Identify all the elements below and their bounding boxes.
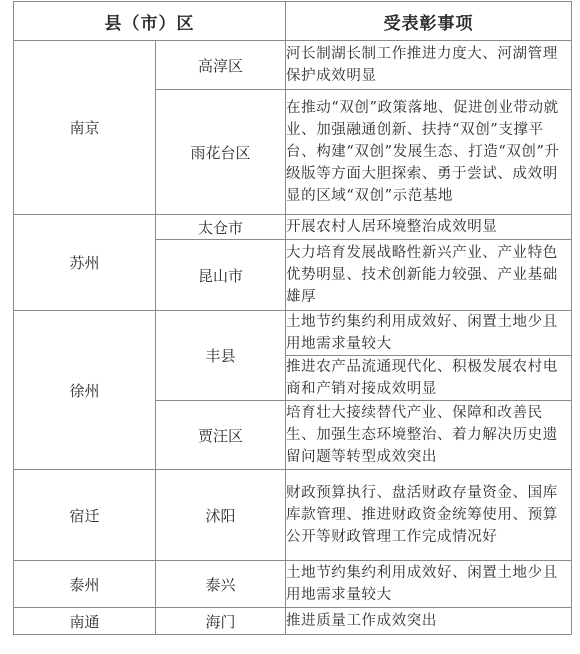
item-cell: 财政预算执行、盘活财政存量资金、国库库款管理、推进财政资金统筹使用、预算公开等财政管理工作完成情况好 bbox=[286, 470, 572, 561]
county-cell: 雨花台区 bbox=[156, 90, 286, 215]
item-cell: 推进农产品流通现代化、积极发展农村电商和产销对接成效明显 bbox=[286, 356, 572, 401]
item-header: 受表彰事项 bbox=[286, 2, 572, 41]
item-cell: 大力培育发展战略性新兴产业、产业特色优势明显、技术创新能力较强、产业基础雄厚 bbox=[286, 240, 572, 311]
county-cell: 太仓市 bbox=[156, 215, 286, 240]
item-cell: 土地节约集约利用成效好、闲置土地少且用地需求量较大 bbox=[286, 561, 572, 608]
county-cell: 沭阳 bbox=[156, 470, 286, 561]
item-cell: 推进质量工作成效突出 bbox=[286, 608, 572, 635]
county-cell: 贾汪区 bbox=[156, 401, 286, 470]
table-row bbox=[14, 608, 572, 635]
county-cell: 海门 bbox=[156, 608, 286, 635]
item-cell: 土地节约集约利用成效好、闲置土地少且用地需求量较大 bbox=[286, 311, 572, 356]
county-cell: 高淳区 bbox=[156, 41, 286, 90]
award-table bbox=[13, 1, 572, 635]
table-row bbox=[14, 311, 572, 356]
table-row bbox=[14, 215, 572, 240]
table-row bbox=[14, 561, 572, 608]
header-row bbox=[14, 2, 572, 41]
city-nanjing: 南京 bbox=[14, 41, 156, 215]
county-cell: 丰县 bbox=[156, 311, 286, 401]
item-cell: 培育壮大接续替代产业、保障和改善民生、加强生态环境整治、着力解决历史遗留问题等转型成效突出 bbox=[286, 401, 572, 470]
table-row bbox=[14, 41, 572, 90]
county-cell: 泰兴 bbox=[156, 561, 286, 608]
region-header: 县（市）区 bbox=[14, 2, 286, 41]
item-cell: 开展农村人居环境整治成效明显 bbox=[286, 215, 572, 240]
city-xuzhou: 徐州 bbox=[14, 311, 156, 470]
county-cell: 昆山市 bbox=[156, 240, 286, 311]
item-cell: 河长制湖长制工作推进力度大、河湖管理保护成效明显 bbox=[286, 41, 572, 90]
table-row bbox=[14, 470, 572, 561]
city-taizhou: 泰州 bbox=[14, 561, 156, 608]
city-suqian: 宿迁 bbox=[14, 470, 156, 561]
item-cell: 在推动“双创”政策落地、促进创业带动就业、加强融通创新、扶持“双创”支撑平台、构建“双创”发展生态、打造“双创”升级版等方面大胆探索、勇于尝试、成效明显的区域“双创”示范基地 bbox=[286, 90, 572, 215]
city-nantong: 南通 bbox=[14, 608, 156, 635]
city-suzhou: 苏州 bbox=[14, 215, 156, 311]
